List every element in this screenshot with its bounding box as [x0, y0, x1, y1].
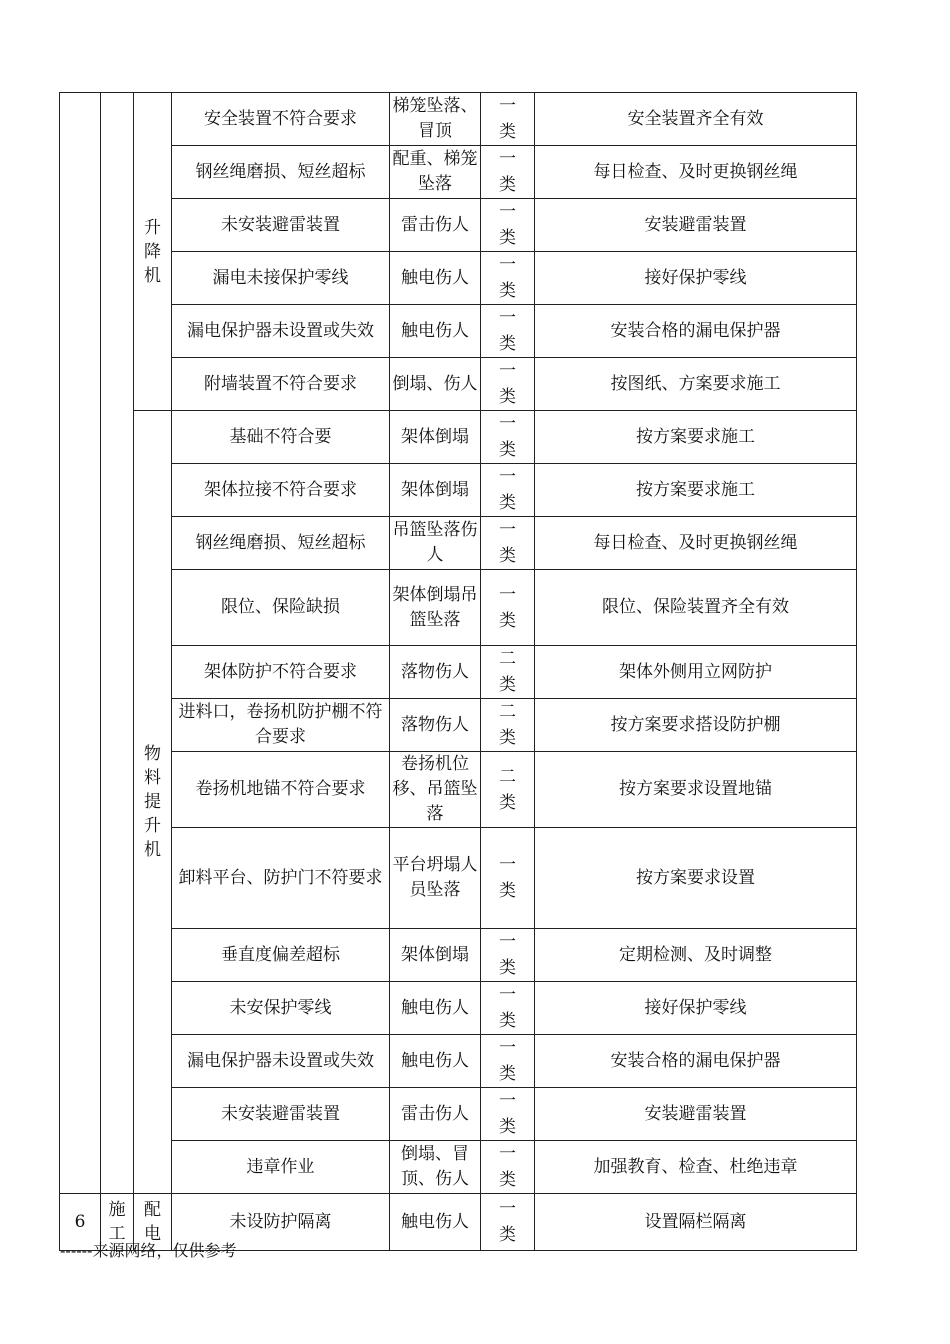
control-measure-cell: 每日检查、及时更换钢丝绳 [535, 146, 857, 199]
hazard-cell: 漏电保护器未设置或失效 [172, 305, 390, 358]
control-measure-cell: 安装合格的漏电保护器 [535, 305, 857, 358]
table-row [60, 146, 857, 199]
control-measure-cell: 每日检查、及时更换钢丝绳 [535, 517, 857, 570]
hazard-cell: 限位、保险缺损 [172, 570, 390, 646]
accident-type-cell: 雷击伤人 [390, 1088, 481, 1141]
risk-level-cell [481, 146, 535, 199]
hazard-cell: 未安装避雷装置 [172, 1088, 390, 1141]
equipment-material-hoist-label: 物料提升机 [144, 744, 161, 860]
risk-level-label: 一类 [499, 361, 516, 407]
risk-level-cell [481, 517, 535, 570]
risk-level-cell [481, 929, 535, 982]
table-row [60, 1088, 857, 1141]
risk-level-cell [481, 1194, 535, 1251]
risk-level-label: 一类 [499, 584, 516, 631]
table-row [60, 1035, 857, 1088]
risk-level-label: 二类 [499, 649, 516, 695]
category-label: 施工 [108, 1200, 126, 1244]
hazard-cell: 卸料平台、防护门不符要求 [172, 828, 390, 929]
risk-level-cell [481, 1035, 535, 1088]
risk-level-cell [481, 1141, 535, 1194]
accident-type-cell: 倒塌、伤人 [390, 358, 481, 411]
risk-level-cell [481, 1088, 535, 1141]
risk-level-label: 一类 [499, 1144, 516, 1190]
hazard-cell: 架体防护不符合要求 [172, 646, 390, 699]
risk-level-label: 一类 [499, 1199, 516, 1245]
risk-level-cell [481, 699, 535, 752]
table-row [60, 199, 857, 252]
hazard-cell: 钢丝绳磨损、短丝超标 [172, 517, 390, 570]
accident-type-cell: 梯笼坠落、冒顶 [390, 93, 481, 146]
accident-type-cell: 触电伤人 [390, 1035, 481, 1088]
equipment-hoist-label: 升降机 [144, 217, 161, 286]
table-row [60, 982, 857, 1035]
accident-type-cell: 卷扬机位移、吊篮坠落 [390, 752, 481, 828]
table-row [60, 93, 857, 146]
control-measure-cell: 限位、保险装置齐全有效 [535, 570, 857, 646]
control-measure-cell: 接好保护零线 [535, 252, 857, 305]
table-row [60, 570, 857, 646]
risk-level-cell [481, 982, 535, 1035]
control-measure-cell: 按方案要求施工 [535, 464, 857, 517]
risk-level-label: 一类 [499, 985, 516, 1031]
table-row [60, 929, 857, 982]
risk-level-label: 一类 [499, 932, 516, 978]
accident-type-cell: 架体倒塌吊篮坠落 [390, 570, 481, 646]
accident-type-cell: 触电伤人 [390, 982, 481, 1035]
table-row [60, 646, 857, 699]
table-row [60, 358, 857, 411]
category-cell [101, 93, 134, 1194]
footer-note: ------来源网络，仅供参考 [60, 1241, 237, 1260]
accident-type-cell: 落物伤人 [390, 699, 481, 752]
risk-level-label: 二类 [499, 766, 516, 813]
table-row [60, 464, 857, 517]
hazard-cell: 安全装置不符合要求 [172, 93, 390, 146]
risk-level-label: 一类 [499, 149, 516, 195]
risk-level-cell [481, 570, 535, 646]
hazard-cell: 漏电保护器未设置或失效 [172, 1035, 390, 1088]
table-row [60, 517, 857, 570]
control-measure-cell: 按方案要求搭设防护棚 [535, 699, 857, 752]
risk-level-cell [481, 252, 535, 305]
hazard-cell: 架体拉接不符合要求 [172, 464, 390, 517]
risk-level-label: 一类 [499, 255, 516, 301]
control-measure-cell: 安装避雷装置 [535, 199, 857, 252]
risk-level-label: 一类 [499, 202, 516, 248]
control-measure-cell: 按图纸、方案要求施工 [535, 358, 857, 411]
hazard-cell: 未安保护零线 [172, 982, 390, 1035]
equipment-material-hoist-cell [134, 411, 172, 1194]
table-row [60, 752, 857, 828]
table-row [60, 828, 857, 929]
risk-level-label: 一类 [499, 1091, 516, 1137]
risk-level-cell [481, 411, 535, 464]
accident-type-cell: 触电伤人 [390, 1194, 481, 1251]
accident-type-cell: 触电伤人 [390, 305, 481, 358]
control-measure-cell: 定期检测、及时调整 [535, 929, 857, 982]
hazard-cell: 卷扬机地锚不符合要求 [172, 752, 390, 828]
table-body [60, 93, 857, 1251]
hazard-cell: 漏电未接保护零线 [172, 252, 390, 305]
table-row [60, 305, 857, 358]
accident-type-cell: 吊篮坠落伤人 [390, 517, 481, 570]
risk-level-cell [481, 752, 535, 828]
accident-type-cell: 架体倒塌 [390, 929, 481, 982]
hazard-cell: 基础不符合要 [172, 411, 390, 464]
hazard-cell: 未设防护隔离 [172, 1194, 390, 1251]
equipment-hoist-cell [134, 93, 172, 411]
control-measure-cell: 设置隔栏隔离 [535, 1194, 857, 1251]
accident-type-cell: 平台坍塌人员坠落 [390, 828, 481, 929]
risk-level-cell [481, 646, 535, 699]
accident-type-cell: 落物伤人 [390, 646, 481, 699]
hazard-cell: 进料口，卷扬机防护棚不符合要求 [172, 699, 390, 752]
accident-type-cell: 架体倒塌 [390, 411, 481, 464]
risk-level-cell [481, 828, 535, 929]
risk-level-cell [481, 358, 535, 411]
risk-level-label: 一类 [499, 520, 516, 566]
table-row [60, 699, 857, 752]
risk-level-label: 一类 [499, 467, 516, 513]
risk-level-label: 二类 [499, 702, 516, 748]
control-measure-cell: 按方案要求施工 [535, 411, 857, 464]
hazard-cell: 附墙装置不符合要求 [172, 358, 390, 411]
control-measure-cell: 接好保护零线 [535, 982, 857, 1035]
accident-type-cell: 配重、梯笼坠落 [390, 146, 481, 199]
accident-type-cell: 架体倒塌 [390, 464, 481, 517]
table-row [60, 411, 857, 464]
risk-level-label: 一类 [499, 1038, 516, 1084]
table-row [60, 1141, 857, 1194]
control-measure-cell: 加强教育、检查、杜绝违章 [535, 1141, 857, 1194]
risk-level-label: 一类 [499, 96, 516, 142]
control-measure-cell: 按方案要求设置地锚 [535, 752, 857, 828]
risk-level-label: 一类 [499, 308, 516, 354]
accident-type-cell: 雷击伤人 [390, 199, 481, 252]
hazard-table [59, 92, 857, 1251]
accident-type-cell: 倒塌、冒顶、伤人 [390, 1141, 481, 1194]
row-number-cell [60, 93, 101, 1194]
accident-type-cell: 触电伤人 [390, 252, 481, 305]
risk-level-cell [481, 305, 535, 358]
control-measure-cell: 安全装置齐全有效 [535, 93, 857, 146]
risk-level-label: 一类 [499, 855, 516, 901]
hazard-cell: 钢丝绳磨损、短丝超标 [172, 146, 390, 199]
hazard-cell: 违章作业 [172, 1141, 390, 1194]
control-measure-cell: 安装避雷装置 [535, 1088, 857, 1141]
hazard-cell: 未安装避雷装置 [172, 199, 390, 252]
hazard-cell: 垂直度偏差超标 [172, 929, 390, 982]
control-measure-cell: 架体外侧用立网防护 [535, 646, 857, 699]
risk-level-cell [481, 199, 535, 252]
equipment-distribution-label: 配电 [144, 1200, 161, 1244]
table-row [60, 252, 857, 305]
row-number-cell: 6 [60, 1194, 101, 1251]
risk-level-cell [481, 93, 535, 146]
risk-level-cell [481, 464, 535, 517]
control-measure-cell: 安装合格的漏电保护器 [535, 1035, 857, 1088]
control-measure-cell: 按方案要求设置 [535, 828, 857, 929]
risk-level-label: 一类 [499, 414, 516, 460]
